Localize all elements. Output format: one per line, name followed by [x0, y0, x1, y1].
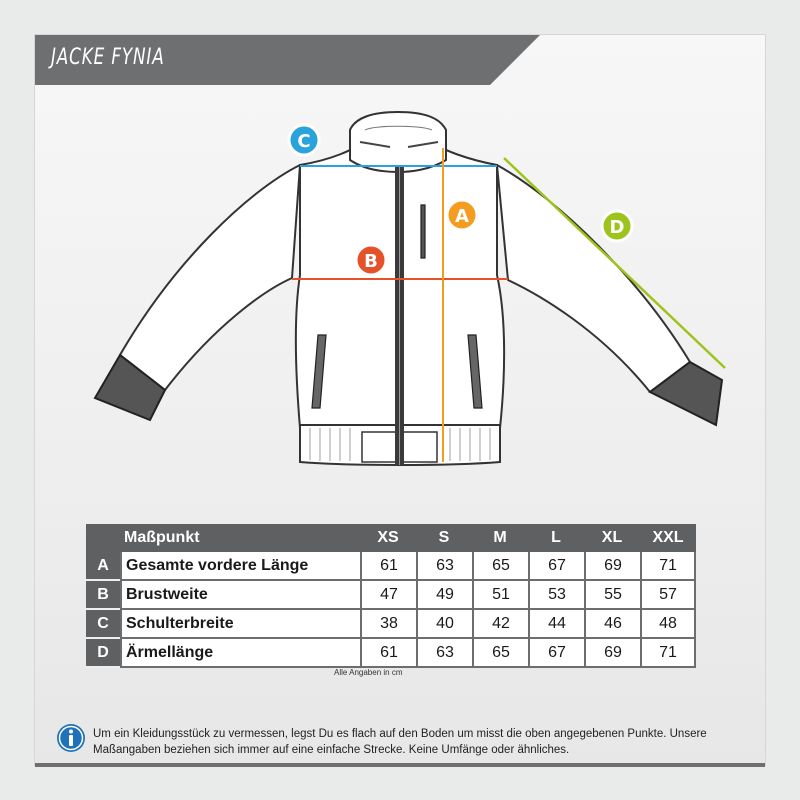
header-letter-col [86, 524, 120, 552]
left-sleeve [120, 165, 300, 390]
table-cell: 69 [584, 639, 640, 668]
marker-a [447, 200, 477, 230]
table-row [86, 581, 696, 610]
chest-pocket [421, 205, 425, 258]
table-cell: 51 [472, 581, 528, 610]
table-cell: 65 [472, 552, 528, 581]
row-letter: C [86, 610, 120, 639]
table-cell: 55 [584, 581, 640, 610]
table-row [86, 610, 696, 639]
jacket-illustration [60, 100, 740, 480]
header-size: L [528, 524, 584, 552]
table-cell: 47 [360, 581, 416, 610]
right-sleeve [497, 165, 690, 392]
table-cell: 49 [416, 581, 472, 610]
table-cell: 42 [472, 610, 528, 639]
header-label: Maßpunkt [120, 524, 360, 552]
table-cell: 61 [360, 639, 416, 668]
table-cell: 40 [416, 610, 472, 639]
size-table [86, 524, 696, 668]
table-cell: 63 [416, 639, 472, 668]
title-banner [35, 35, 765, 85]
table-cell: 48 [640, 610, 696, 639]
table-row [86, 552, 696, 581]
marker-b-letter: B [364, 251, 378, 272]
row-label: Schulterbreite [120, 610, 360, 639]
table-cell: 44 [528, 610, 584, 639]
header-size: S [416, 524, 472, 552]
info-text: Um ein Kleidungsstück zu vermessen, legst Du es flach auf den Boden um misst die oben angegebenen Punkte. Unsere Maßangaben beziehen sich immer auf eine einfache Strecke. Keine Umfänge oder ähnliches. [93, 728, 707, 756]
units-note: Alle Angaben in cm [334, 668, 403, 677]
table-cell: 69 [584, 552, 640, 581]
size-table-header [86, 524, 696, 552]
row-label: Ärmellänge [120, 639, 360, 668]
table-cell: 65 [472, 639, 528, 668]
table-row [86, 639, 696, 668]
table-cell: 67 [528, 552, 584, 581]
info-icon [56, 723, 86, 753]
table-cell: 71 [640, 639, 696, 668]
table-cell: 53 [528, 581, 584, 610]
bottom-bar [35, 763, 765, 767]
header-size: XS [360, 524, 416, 552]
marker-c-letter: C [297, 131, 311, 152]
table-cell: 67 [528, 639, 584, 668]
table-cell: 46 [584, 610, 640, 639]
marker-d [602, 211, 632, 241]
row-label: Brustweite [120, 581, 360, 610]
row-letter: D [86, 639, 120, 668]
header-size: M [472, 524, 528, 552]
table-cell: 63 [416, 552, 472, 581]
marker-c [289, 125, 319, 155]
row-label: Gesamte vordere Länge [120, 552, 360, 581]
header-size: XXL [640, 524, 696, 552]
table-cell: 57 [640, 581, 696, 610]
row-letter: A [86, 552, 120, 581]
marker-a-letter: A [455, 206, 469, 227]
marker-b [356, 245, 386, 275]
table-cell: 71 [640, 552, 696, 581]
row-letter: B [86, 581, 120, 610]
header-size: XL [584, 524, 640, 552]
marker-d-letter: D [609, 217, 625, 238]
table-cell: 38 [360, 610, 416, 639]
table-cell: 61 [360, 552, 416, 581]
page-title: JACKE FYNIA [51, 45, 165, 70]
